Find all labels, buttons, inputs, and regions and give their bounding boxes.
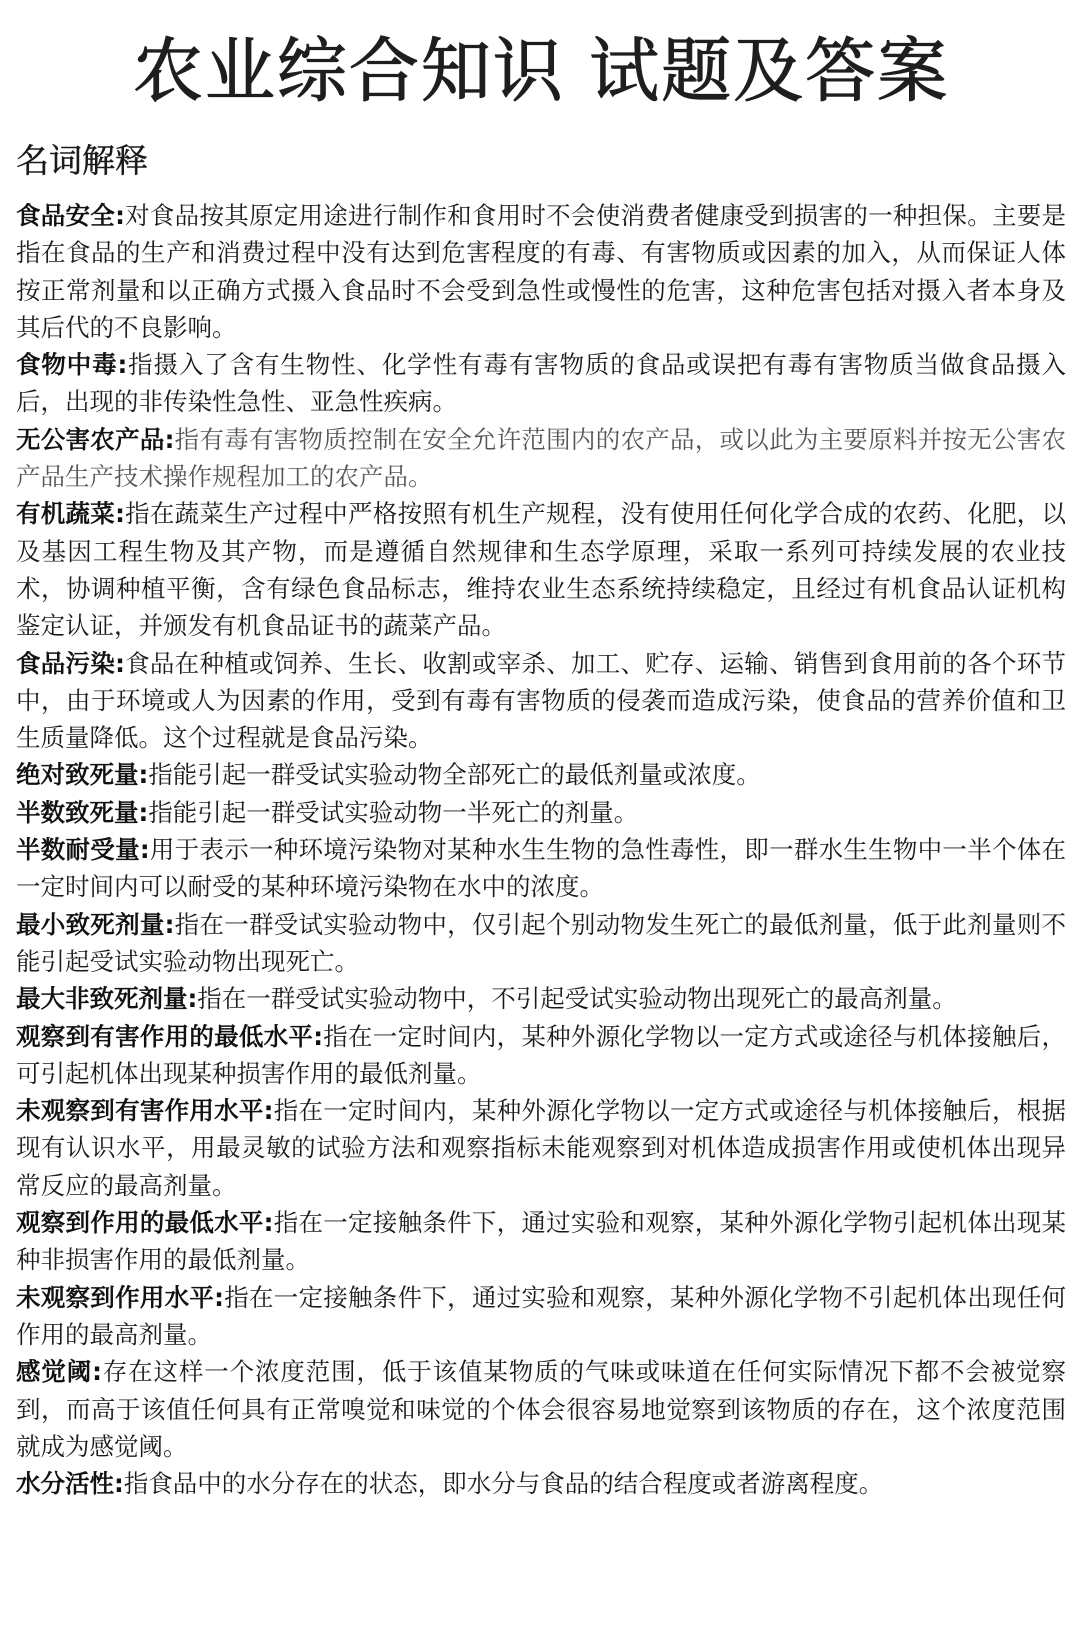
glossary-term: 无公害农产品: [16,424,175,454]
glossary-term: 观察到有害作用的最低水平: [16,1021,323,1051]
glossary-definition: 指有毒有害物质控制在安全允许范围内的农产品，或以此为主要原料并按无公害农产品生产技术操作规程加工的农产品。 [16,424,1066,492]
glossary-term: 未观察到作用水平: [16,1282,224,1312]
glossary-entry-median-tolerance-limit [16,831,1066,906]
glossary-entry-noel [16,1279,1066,1354]
glossary-list [16,197,1066,1502]
glossary-entry-food-contamination [16,645,1066,757]
glossary-definition: 指食品中的水分存在的状态，即水分与食品的结合程度或者游离程度。 [123,1469,884,1499]
glossary-definition: 指在一群受试实验动物中，不引起受试实验动物出现死亡的最高剂量。 [197,984,957,1014]
glossary-definition: 指在一定时间内，某种外源化学物以一定方式或途径与机体接触后，可引起机体出现某种损害作用的最低剂量。 [16,1021,1066,1088]
glossary-term: 未观察到有害作用水平: [16,1096,274,1126]
glossary-definition: 存在这样一个浓度范围，低于该值某物质的气味或味道在任何实际情况下都不会被觉察到，而高于该值任何具有正常嗅觉和味觉的个体会很容易地觉察到该物质的存在，这个浓度范围就成为感觉阈。 [16,1357,1066,1461]
glossary-definition: 用于表示一种环境污染物对某种水生生物的急性毒性，即一群水生生物中一半个体在一定时间内可以耐受的某种环境污染物在水中的浓度。 [16,835,1066,902]
glossary-entry-loel [16,1204,1066,1279]
glossary-definition: 指能引起一群受试实验动物全部死亡的最低剂量或浓度。 [148,760,761,790]
glossary-definition: 食品在种植或饲养、生长、收割或宰杀、加工、贮存、运输、销售到食用前的各个环节中，由于环境或人为因素的作用，受到有毒有害物质的侵袭而造成污染，使食品的营养价值和卫生质量降低。这个过程就是食品污染。 [16,648,1066,753]
glossary-entry-noael [16,1092,1066,1204]
glossary-term: 观察到作用的最低水平: [16,1208,274,1238]
glossary-definition: 指能引起一群受试实验动物一半死亡的剂量。 [148,797,639,827]
glossary-term: 半数耐受量: [16,835,150,865]
glossary-term: 绝对致死量: [16,760,149,790]
glossary-definition: 指在一定时间内，某种外源化学物以一定方式或途径与机体接触后，根据现有认识水平，用最灵敏的试验方法和观察指标未能观察到对机体造成损害作用或使机体出现异常反应的最高剂量。 [16,1096,1067,1200]
glossary-term: 感觉阈: [16,1357,102,1387]
glossary-definition: 指在一定接触条件下，通过实验和观察，某种外源化学物引起机体出现某种非损害作用的最低剂量。 [16,1208,1067,1275]
glossary-entry-maximum-non-lethal-dose [16,980,1066,1017]
glossary-term: 半数致死量: [16,797,149,827]
glossary-entry-sensory-threshold [16,1353,1066,1465]
glossary-entry-food-poisoning [16,346,1066,421]
glossary-entry-loael [16,1018,1066,1093]
glossary-entry-organic-vegetables [16,495,1066,644]
glossary-definition: 对食品按其原定用途进行制作和食用时不会使消费者健康受到损害的一种担保。主要是指在食品的生产和消费过程中没有达到危害程度的有毒、有害物质或因素的加入，从而保证人体按正常剂量和以正确方式摄入食品时不会受到急性或慢性的危害，这种危害包括对摄入者本身及其后代的不良影响。 [16,201,1066,342]
glossary-term: 食品安全: [16,201,125,230]
glossary-term: 最大非致死剂量: [16,984,198,1014]
glossary-definition: 指在一定接触条件下，通过实验和观察，某种外源化学物不引起机体出现任何作用的最高剂量。 [16,1282,1067,1349]
glossary-entry-absolute-lethal-dose [16,756,1066,793]
section-heading: 名词解释 [16,141,148,180]
glossary-entry-minimum-lethal-dose [16,906,1066,981]
glossary-entry-food-safety [16,197,1066,346]
glossary-definition: 指在蔬菜生产过程中严格按照有机生产规程，没有使用任何化学合成的农药、化肥，以及基因工程生物及其产物，而是遵循自然规律和生态学原理，采取一系列可持续发展的农业技术，协调种植平衡，含有绿色食品标志，维持农业生态系统持续稳定，且经过有机食品认证机构鉴定认证，并颁发有机食品证书的蔬菜产品。 [16,499,1066,641]
glossary-definition: 指摄入了含有生物性、化学性有毒有害物质的食品或误把有毒有害物质当做食品摄入后，出现的非传染性急性、亚急性疾病。 [16,350,1066,417]
glossary-term: 最小致死剂量: [16,909,175,939]
glossary-definition: 指在一群受试实验动物中，仅引起个别动物发生死亡的最低剂量，低于此剂量则不能引起受试实验动物出现死亡。 [16,909,1066,976]
glossary-term: 食品污染: [16,648,125,678]
glossary-term: 食物中毒: [16,350,128,380]
glossary-entry-water-activity [16,1465,1066,1502]
glossary-entry-pollution-free-produce [16,421,1066,496]
glossary-term: 有机蔬菜: [16,499,125,529]
glossary-term: 水分活性: [16,1469,124,1499]
document-title: 农业综合知识 试题及答案 [132,30,950,112]
glossary-entry-median-lethal-dose [16,794,1066,831]
